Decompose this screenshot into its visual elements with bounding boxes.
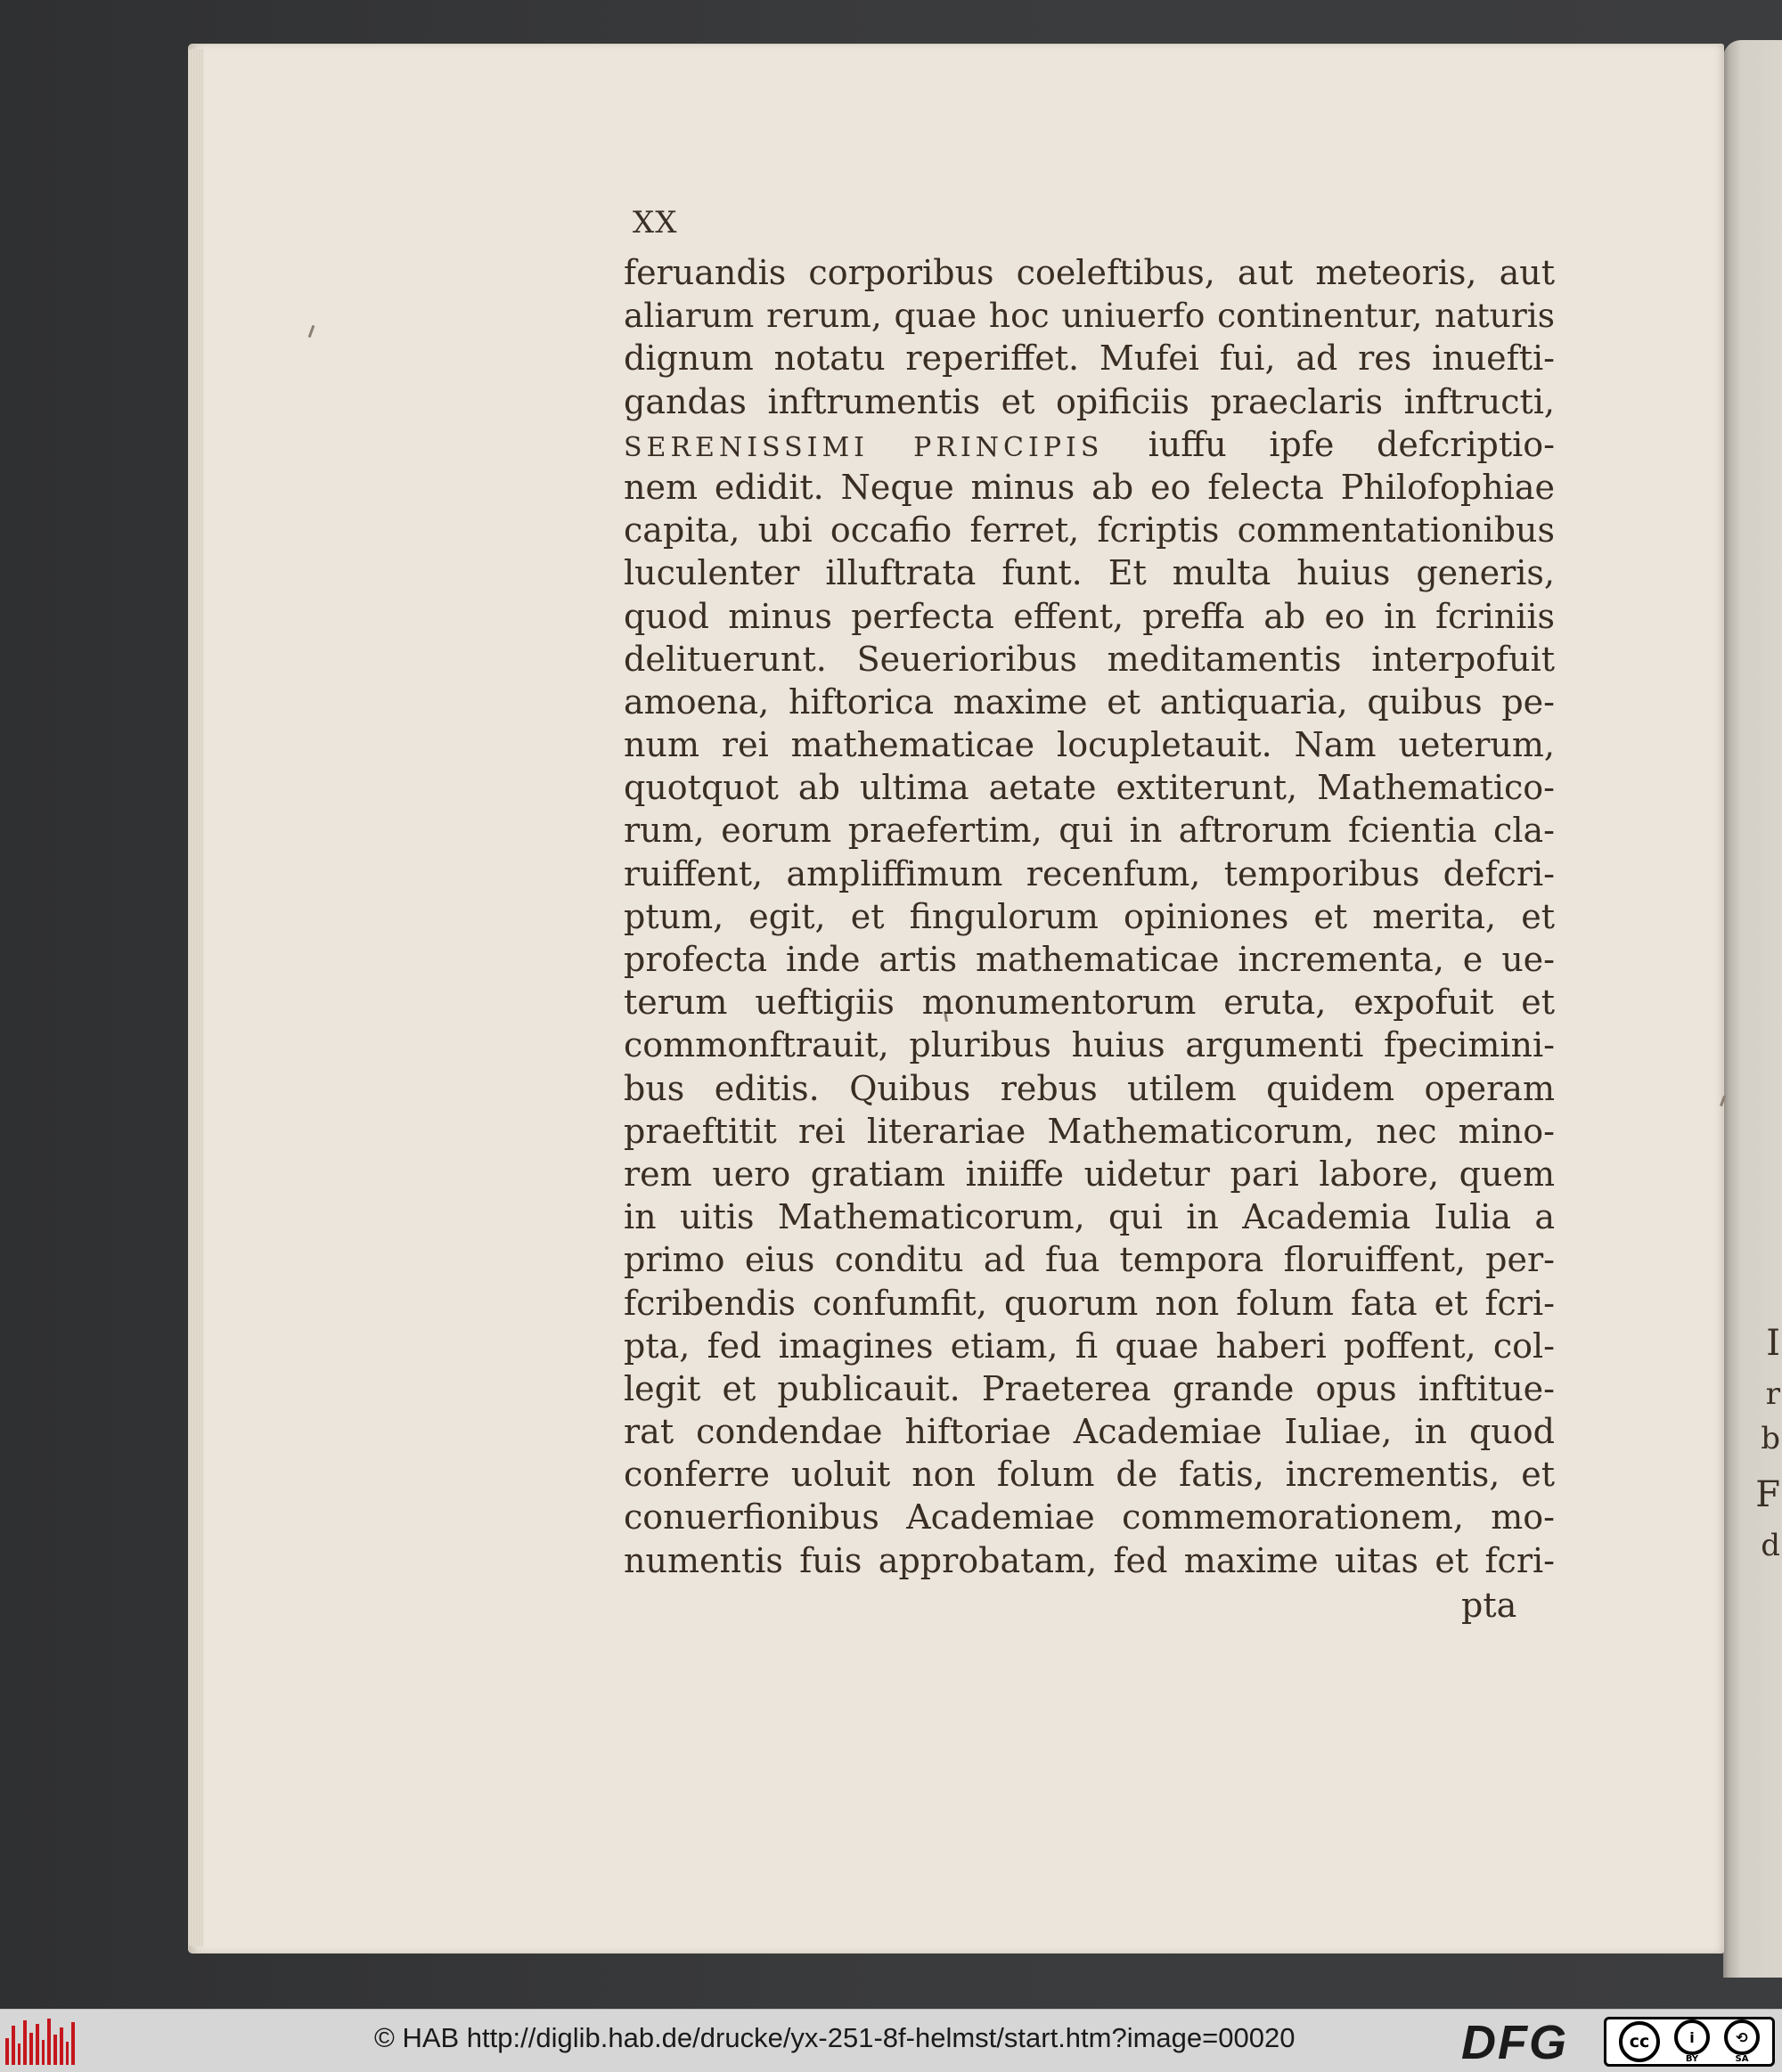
text-line: commonftrauit, pluribus huius argumenti fpecimini- [624, 1025, 1555, 1065]
text-line: conferre uoluit non folum de fatis, incrementis, et [624, 1455, 1555, 1495]
copyright-url[interactable]: © HAB http://diglib.hab.de/drucke/yx-251-8f-helmst/start.htm?image=00020 [374, 2022, 1296, 2053]
next-page-fragment: I [1766, 1323, 1780, 1364]
text-line: feruandis corporibus coeleftibus, aut meteoris, aut [624, 253, 1555, 292]
sa-label: SA [1735, 2054, 1749, 2064]
cc-license-badge[interactable] [1604, 2017, 1775, 2067]
text-line: pta, fed imagines etiam, fi quae haberi poffent, col- [624, 1326, 1555, 1366]
small-caps-text: SERENISSIMI PRINCIPIS [624, 431, 1148, 463]
attribution-icon: i [1674, 2019, 1710, 2055]
text-line: numentis fuis approbatam, fed maxime uitas et fcri- [624, 1540, 1555, 1580]
text-line: rem uero gratiam iniiffe uidetur pari labore, quem [624, 1154, 1555, 1194]
text-line: rum, eorum praefertim, qui in aftrorum fcientia cla- [624, 811, 1555, 851]
hab-logo-icon[interactable] [5, 2017, 75, 2065]
text-line: quotquot ab ultima aetate extiterunt, Mathematico- [624, 768, 1555, 808]
text-line: terum ueftigiis monumentorum eruta, expofuit et [624, 983, 1555, 1023]
text-line: dignum notatu reperiffet. Mufei fui, ad res inuefti- [624, 339, 1555, 379]
text-line: luculenter illuftrata funt. Et multa huius generis, [624, 553, 1555, 593]
text-line: amoena, hiftorica maxime et antiquaria, quibus pe- [624, 681, 1555, 722]
next-page-fragment: F [1755, 1474, 1780, 1515]
share-alike-icon: ⟲ [1724, 2019, 1760, 2055]
text-line: ptum, egit, et fingulorum opiniones et merita, et [624, 896, 1555, 936]
next-page-fragment: b [1761, 1421, 1780, 1456]
text-line [624, 423, 1555, 466]
text-line: bus editis. Quibus rebus utilem quidem operam [624, 1068, 1555, 1108]
text-line: aliarum rerum, quae hoc uniuerfo continentur, naturis [624, 296, 1555, 336]
text-line: rat condendae hiftoriae Academiae Iuliae, in quod [624, 1412, 1555, 1452]
text-line: delituerunt. Seuerioribus meditamentis interpofuit [624, 639, 1555, 679]
page-edge [189, 49, 203, 1946]
text-line: gandas inftrumentis et opificiis praeclaris inftructi, [624, 381, 1555, 421]
footer-bar [0, 2009, 1782, 2072]
next-page-fragment: r [1765, 1376, 1780, 1412]
text-line: fcribendis confumfit, quorum non folum fata et fcri- [624, 1283, 1555, 1323]
text-line: praeftitit rei literariae Mathematicorum, nec mino- [624, 1111, 1555, 1151]
text-line: profecta inde artis mathematicae incrementa, e ue- [624, 940, 1555, 979]
text-line: conuerfionibus Academiae commemorationem, mo- [624, 1497, 1555, 1538]
sa-group [1724, 2019, 1760, 2064]
text-line: quod minus perfecta effent, preffa ab eo in fcriniis [624, 596, 1555, 636]
next-page-fragment: d [1761, 1528, 1780, 1563]
next-page-edge [1723, 40, 1782, 1978]
page-number: XX [633, 205, 678, 241]
text-line: ruiffent, ampliffimum recenfum, temporibus defcri- [624, 853, 1555, 893]
text-line: capita, ubi occafio ferret, fcriptis commentationibus [624, 510, 1555, 551]
text-run: iuffu ipfe defcriptio- [1148, 424, 1556, 464]
text-line: in uitis Mathematicorum, qui in Academia Iulia a [624, 1197, 1555, 1237]
text-block [624, 251, 1555, 1582]
cc-icon: cc [1619, 2021, 1660, 2062]
text-line: num rei mathematicae locupletauit. Nam ueterum, [624, 725, 1555, 765]
catchword: pta [1461, 1586, 1517, 1625]
by-group [1674, 2019, 1710, 2064]
by-label: BY [1685, 2054, 1699, 2064]
text-line: nem edidit. Neque minus ab eo felecta Philofophiae [624, 467, 1555, 507]
dfg-logo[interactable]: DFG [1461, 2016, 1568, 2069]
text-line: legit et publicauit. Praeterea grande opus inftitue- [624, 1368, 1555, 1408]
text-line: primo eius conditu ad fua tempora floruiffent, per- [624, 1240, 1555, 1280]
